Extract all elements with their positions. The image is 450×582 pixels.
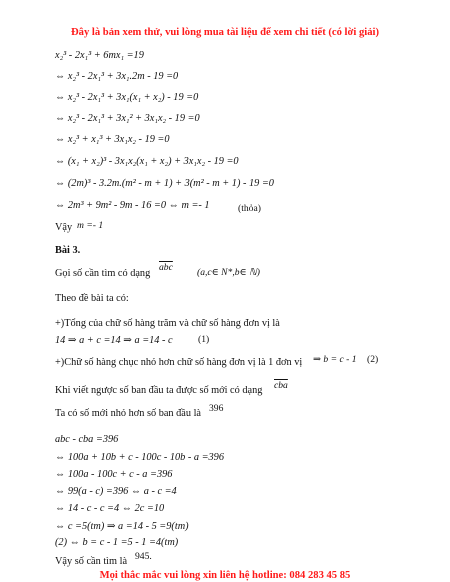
solve-line-2: ⇔ 100a + 10b + c - 100c - 10b - a =396 xyxy=(55,452,224,463)
solve-line-1: abc - cba =396 xyxy=(55,434,119,445)
reverse-text: Khi viết ngược số ban đầu ta được số mới có dạng xyxy=(55,385,263,396)
solve-line-6: ⇔ c =5(tm) ⇒ a =14 - 5 =9(tm) xyxy=(55,521,189,532)
solve-line-4: ⇔ 99(a - c) =396 ⇔ a - c =4 xyxy=(55,486,177,497)
difference-text: Ta có số mới nhỏ hơn số ban đầu là xyxy=(55,408,202,419)
preview-banner: Đây là bản xem thử, vui lòng mua tài liệu để xem chi tiết (có lời giải) xyxy=(71,27,379,38)
eq-line-6: ⇔ (x₁ + x₂)³ - 3x₁x₂(x₁ + x₂) + 3x₁x₂ - 19 =0 xyxy=(55,156,239,167)
difference-value: 396 xyxy=(209,403,224,414)
problem-intro: Gọi số cần tìm có dạng xyxy=(55,268,151,279)
conclusion-value: m =- 1 xyxy=(77,220,104,231)
eq-line-8: ⇔ 2m³ + 9m² - 9m - 16 =0 ⇔ m =- 1 xyxy=(55,200,210,211)
solve-line-3: ⇔ 100a - 100c + c - a =396 xyxy=(55,469,173,480)
conclusion-label: Vậy xyxy=(55,222,73,233)
solve-line-5: ⇔ 14 - c - c =4 ⇔ 2c =10 xyxy=(55,503,165,514)
condition-2-text: +)Chữ số hàng chục nhỏ hơn chữ số hàng đơn vị là 1 đơn vị xyxy=(55,357,303,368)
eq-line-7: ⇔ (2m)³ - 3.2m.(m² - m + 1) + 3(m² - m + 1) - 19 =0 xyxy=(55,178,274,189)
condition-1-text: +)Tổng của chữ số hàng trăm và chữ số hàng đơn vị là xyxy=(55,318,280,329)
number-cba: $\overline{cba}$ xyxy=(274,380,288,391)
answer-label: Vậy số cần tìm là xyxy=(55,556,128,567)
number-abc: $\overline{abc}$ xyxy=(159,262,173,273)
condition-1-ref: (1) xyxy=(198,334,210,345)
eq-line-2: ⇔ x₂³ - 2x₁³ + 3x₁.2m - 19 =0 xyxy=(55,71,179,82)
satisfied-note: (thỏa) xyxy=(238,203,261,214)
hotline-banner: Mọi thắc mắc vui lòng xin liên hệ hotline: 084 283 45 85 xyxy=(99,570,351,581)
eq-line-4: ⇔ x₂³ - 2x₁³ + 3x₁² + 3x₁x₂ - 19 =0 xyxy=(55,113,200,124)
condition-2-ref: (2) xyxy=(367,354,379,365)
eq-line-5: ⇔ x₂³ + x₁³ + 3x₁x₂ - 19 =0 xyxy=(55,134,170,145)
section-heading: Bài 3. xyxy=(55,245,81,256)
eq-line-1: x₂³ - 2x₁³ + 6mx₁ =19 xyxy=(55,50,144,61)
answer-value: 945. xyxy=(135,551,152,562)
digit-conditions: (a,c∈ N*,b∈ ℕ) xyxy=(197,267,260,278)
condition-1-eq: 14 ⇒ a + c =14 ⇒ a =14 - c xyxy=(55,335,173,346)
eq-line-3: ⇔ x₂³ - 2x₁³ + 3x₁(x₁ + x₂) - 19 =0 xyxy=(55,92,199,103)
given-label: Theo đề bài ta có: xyxy=(55,293,129,304)
solve-line-7: (2) ⇔ b = c - 1 =5 - 1 =4(tm) xyxy=(55,537,179,548)
condition-2-eq: ⇒ b = c - 1 xyxy=(313,354,357,365)
